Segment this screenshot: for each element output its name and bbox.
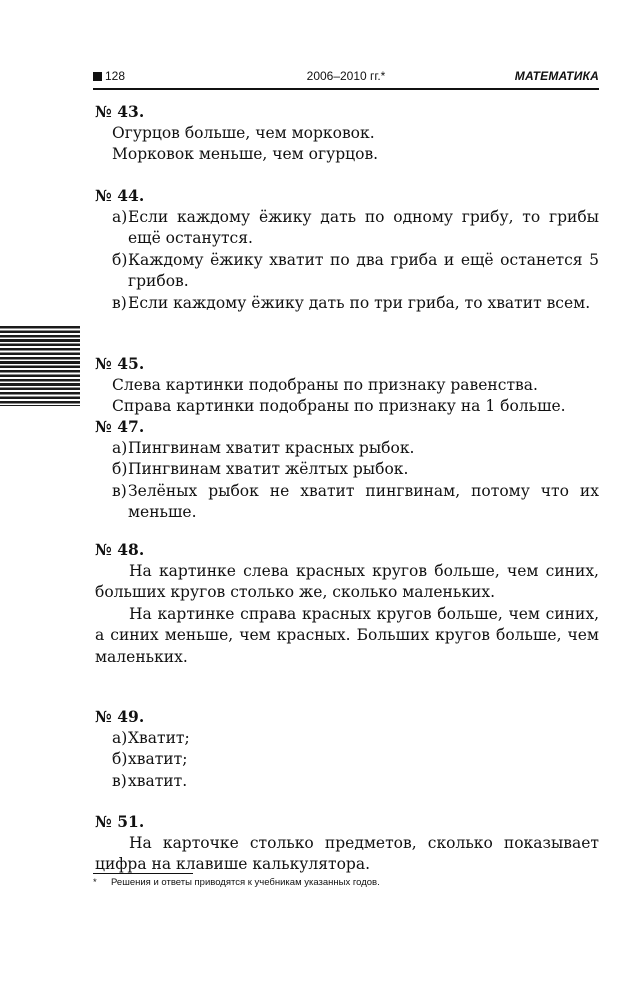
answer-item [95, 749, 599, 771]
answer-line: Слева картинки подобраны по признаку равенства. [112, 375, 538, 394]
page-header [93, 69, 599, 85]
problem-44 [95, 185, 599, 314]
header-years: 2006–2010 гг.* [306, 69, 386, 83]
answer-paragraph: На картинке слева красных кругов больше, чем синих, больших кругов столько же, сколько маленьких. [95, 561, 599, 601]
item-marker: б) [112, 250, 128, 269]
answer-item [95, 728, 599, 750]
item-text: Каждому ёжику хватит по два гриба и ещё останется 5 грибов. [128, 250, 599, 290]
answer-item [95, 250, 599, 293]
problem-49 [95, 706, 599, 792]
answer-item [95, 438, 599, 460]
answer-item [95, 293, 599, 315]
item-text: Пингвинам хватит жёлтых рыбок. [128, 460, 409, 478]
problem-51 [95, 811, 599, 876]
answer-item [95, 771, 599, 793]
header-rule [93, 88, 599, 90]
answer-item [95, 459, 599, 481]
problem-number: № 49. [95, 707, 145, 726]
problem-45 [95, 353, 599, 418]
problem-47 [95, 416, 599, 524]
item-text: Если каждому ёжику дать по одному грибу, то грибы ещё останутся. [128, 207, 599, 247]
item-text: Пингвинам хватит красных рыбок. [128, 438, 415, 457]
item-marker: а) [112, 728, 128, 747]
problem-number: № 51. [95, 812, 145, 831]
footnote [93, 877, 599, 888]
answer-item [95, 207, 599, 250]
problem-number: № 43. [95, 102, 145, 121]
problem-48 [95, 539, 599, 668]
striped-side-tab [0, 326, 80, 406]
page-number: 128 [105, 69, 126, 83]
answer-line: Справа картинки подобраны по признаку на 1 больше. [112, 397, 566, 415]
problem-number: № 44. [95, 186, 145, 205]
item-marker: а) [112, 438, 128, 457]
item-text: Хватит; [128, 728, 190, 747]
footnote-text: Решения и ответы приводятся к учебникам указанных годов. [111, 877, 380, 888]
answer-paragraphs [95, 561, 599, 669]
answer-line: Морковок меньше, чем огурцов. [112, 145, 379, 163]
footnote-marker: * [93, 877, 97, 888]
problem-43 [95, 101, 599, 166]
answer-paragraph: На карточке столько предметов, сколько показывает цифра на клавише калькулятора. [95, 833, 599, 873]
header-subject: МАТЕМАТИКА [514, 69, 599, 83]
item-marker: б) [112, 460, 128, 478]
problem-number: № 45. [95, 354, 145, 373]
problem-number: № 48. [95, 540, 145, 559]
item-text: хватит; [128, 750, 188, 768]
answer-line: Огурцов больше, чем морковок. [112, 123, 375, 142]
item-text: Если каждому ёжику дать по три гриба, то хватит всем. [128, 293, 591, 312]
problem-number: № 47. [95, 417, 145, 436]
answer-item [95, 481, 599, 524]
item-marker: а) [112, 207, 128, 226]
item-text: хватит. [128, 771, 188, 790]
item-marker: в) [112, 481, 127, 500]
item-marker: б) [112, 750, 128, 768]
answer-paragraph: На картинке справа красных кругов больше, чем синих, а синих меньше, чем красных. Больших кругов больше, чем маленьких. [95, 604, 599, 666]
footnote-rule [93, 873, 193, 874]
item-marker: в) [112, 771, 127, 790]
item-marker: в) [112, 293, 127, 312]
item-text: Зелёных рыбок не хватит пингвинам, потому что их меньше. [128, 481, 599, 521]
